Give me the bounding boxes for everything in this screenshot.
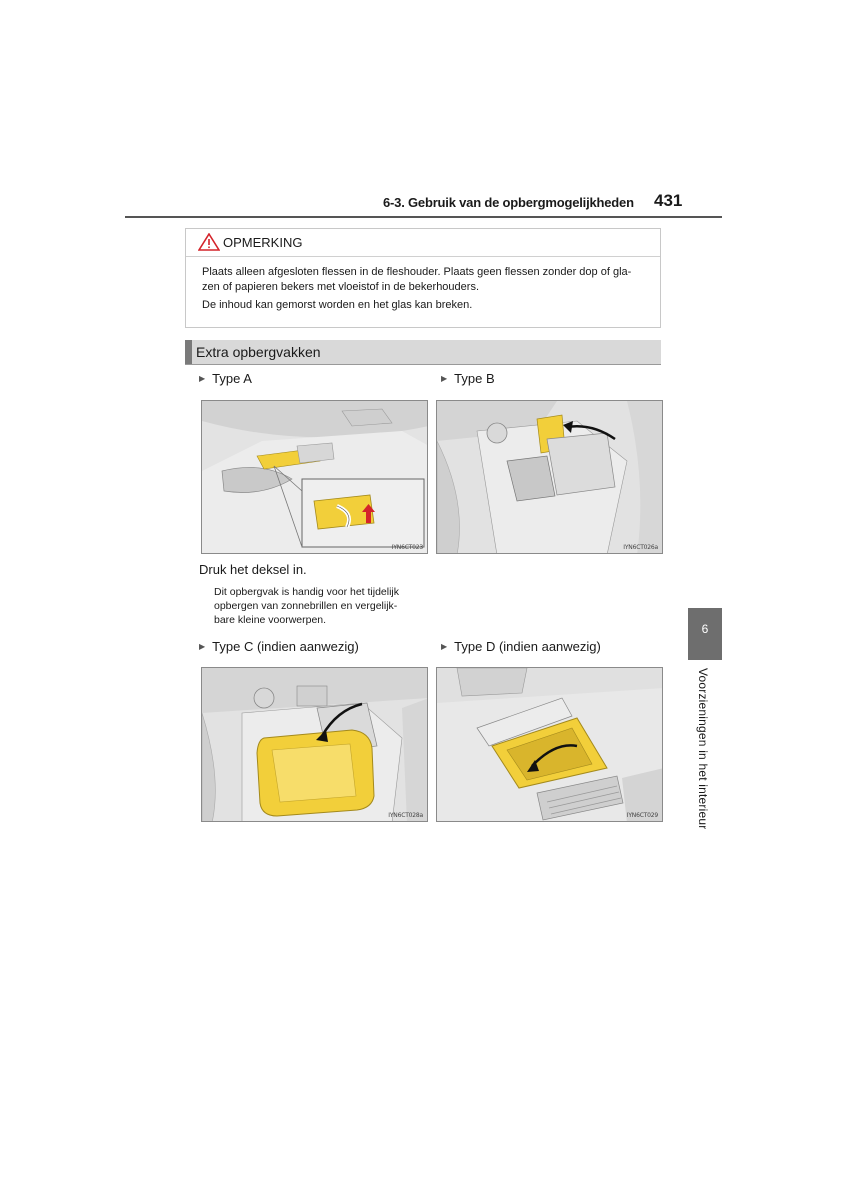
- notice-line-1: Plaats alleen afgesloten flessen in de fleshouder. Plaats geen flessen zonder dop of gla-: [202, 266, 632, 278]
- figure-type-a: [201, 400, 428, 554]
- type-c-label: [199, 639, 359, 654]
- notice-line-3: De inhoud kan gemorst worden en het glas kan breken.: [202, 299, 473, 311]
- notice-heading-label: OPMERKING: [223, 234, 303, 250]
- notice-heading: [198, 233, 302, 251]
- bullet-triangle-icon: ▶: [441, 374, 448, 383]
- figure-code: IYN6CT029: [626, 812, 658, 819]
- center-console-illustration: [437, 401, 663, 554]
- figure-code: IYN6CT023: [391, 544, 423, 551]
- console-tray-illustration: [202, 668, 428, 822]
- description-line: opbergen van zonnebrillen en vergelijk-: [214, 600, 398, 612]
- notice-body: [202, 265, 652, 316]
- figure-type-b: [436, 400, 663, 554]
- notice-line-2: zen of papieren bekers met vloeistof in de bekerhouders.: [202, 281, 479, 293]
- type-b-label-text: Type B: [454, 371, 495, 386]
- running-header-title: 6-3. Gebruik van de opbergmogelijkheden: [383, 195, 634, 210]
- page-number: 431: [654, 191, 683, 210]
- description-line: bare kleine voorwerpen.: [214, 614, 327, 626]
- bullet-triangle-icon: ▶: [441, 642, 448, 651]
- type-d-label: [441, 639, 601, 654]
- chapter-number-tab: 6: [688, 608, 722, 660]
- type-a-instruction: Druk het deksel in.: [199, 562, 307, 577]
- figure-code: IYN6CT026a: [623, 544, 658, 551]
- notice-box: [185, 228, 661, 328]
- bullet-triangle-icon: ▶: [199, 374, 206, 383]
- type-b-label: [441, 371, 495, 386]
- type-a-description: [214, 585, 444, 627]
- notice-text-line: [202, 265, 652, 295]
- overhead-console-illustration: [202, 401, 428, 554]
- notice-divider: [186, 256, 660, 257]
- chapter-title: Voorzieningen in het interieur: [696, 668, 710, 830]
- section-accent: [185, 340, 192, 364]
- type-a-label-text: Type A: [212, 371, 252, 386]
- description-line: Dit opbergvak is handig voor het tijdelijk: [214, 586, 400, 598]
- type-c-label-text: Type C (indien aanwezig): [212, 639, 359, 654]
- type-a-label: [199, 371, 252, 386]
- figure-type-d: [436, 667, 663, 822]
- section-title: Extra opbergvakken: [196, 344, 321, 360]
- dashboard-compartment-illustration: [437, 668, 663, 822]
- header-rule: [125, 216, 722, 218]
- figure-code: IYN6CT028a: [388, 812, 423, 819]
- section-heading-bar: [185, 340, 661, 365]
- warning-triangle-icon: [198, 233, 220, 251]
- type-d-label-text: Type D (indien aanwezig): [454, 639, 601, 654]
- figure-type-c: [201, 667, 428, 822]
- bullet-triangle-icon: ▶: [199, 642, 206, 651]
